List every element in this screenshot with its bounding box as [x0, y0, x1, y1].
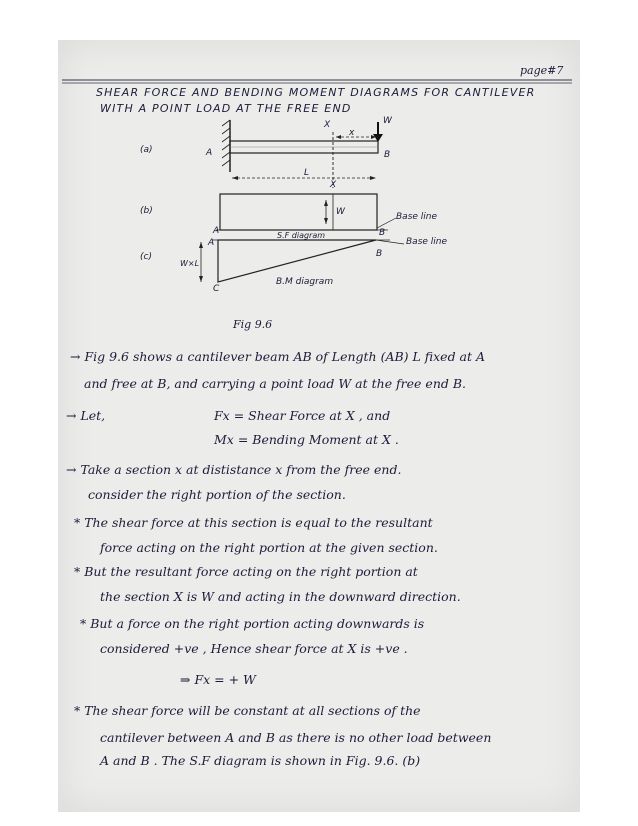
part-c-label: (c)	[140, 252, 152, 262]
text-line: cantilever between A and B as there is no other load between	[100, 730, 492, 745]
text-line: Fx = Shear Force at X , and	[214, 408, 391, 423]
section-x1-label: X	[324, 120, 331, 130]
title-line-2: WITH A POINT LOAD AT THE FREE END	[100, 102, 352, 115]
point-a-label: A	[206, 148, 213, 158]
text-line: and free at B, and carrying a point load W at the free end B.	[84, 376, 467, 391]
sf-point-a-label: A	[213, 226, 220, 236]
sf-diagram-label: S.F diagram	[277, 231, 326, 240]
point-b-label: B	[384, 150, 391, 160]
point-c-label: C	[213, 284, 220, 294]
text-line: * But the resultant force acting on the right portion at	[74, 564, 418, 579]
title-line-1: SHEAR FORCE AND BENDING MOMENT DIAGRAMS FOR CANTILEVER	[96, 86, 536, 99]
part-a-label: (a)	[140, 145, 153, 155]
text-line: * The shear force will be constant at all sections of the	[74, 703, 421, 718]
sf-load-label: W	[336, 207, 345, 217]
sf-diagram	[216, 194, 396, 230]
point-load-arrow	[373, 122, 383, 142]
part-b-label: (b)	[140, 206, 153, 216]
bm-point-b-label: B	[376, 249, 383, 259]
text-line: → Let,	[66, 408, 106, 423]
text-line: A and B . The S.F diagram is shown in Fig. 9.6. (b)	[100, 753, 421, 768]
cantilever-beam	[222, 120, 378, 172]
sf-point-b-label: B	[379, 228, 386, 238]
load-w-label: W	[383, 116, 392, 126]
text-line: → Fig 9.6 shows a cantilever beam AB of Length (AB) L fixed at A	[70, 349, 486, 364]
distance-x-label: x	[349, 128, 355, 138]
section-x2-label: X	[330, 180, 337, 190]
text-line: * But a force on the right portion acting downwards is	[80, 616, 425, 631]
text-line: the section X is W and acting in the downward direction.	[100, 589, 461, 604]
length-l-label: L	[304, 168, 310, 178]
text-line: force acting on the right portion at the given section.	[100, 540, 438, 555]
text-line: considered +ve , Hence shear force at X is +ve .	[100, 641, 408, 656]
text-line: * The shear force at this section is equal to the resultant	[74, 515, 433, 530]
text-line: ⇒ Fx = + W	[180, 672, 256, 687]
bm-point-a-label: A	[208, 238, 215, 248]
text-line: → Take a section x at dististance x from the free end.	[66, 462, 402, 477]
distance-x-dimension	[336, 135, 376, 139]
page-number: page#7	[520, 64, 564, 77]
figure-caption: Fig 9.6	[233, 318, 273, 331]
text-line: Mx = Bending Moment at X .	[214, 432, 399, 447]
bm-value-label: W×L	[180, 259, 200, 268]
bm-diagram	[199, 240, 404, 282]
base-line-label-1: Base line	[396, 212, 438, 222]
text-line: consider the right portion of the section.	[88, 487, 346, 502]
bm-diagram-label: B.M diagram	[276, 277, 334, 287]
base-line-label-2: Base line	[406, 237, 448, 247]
